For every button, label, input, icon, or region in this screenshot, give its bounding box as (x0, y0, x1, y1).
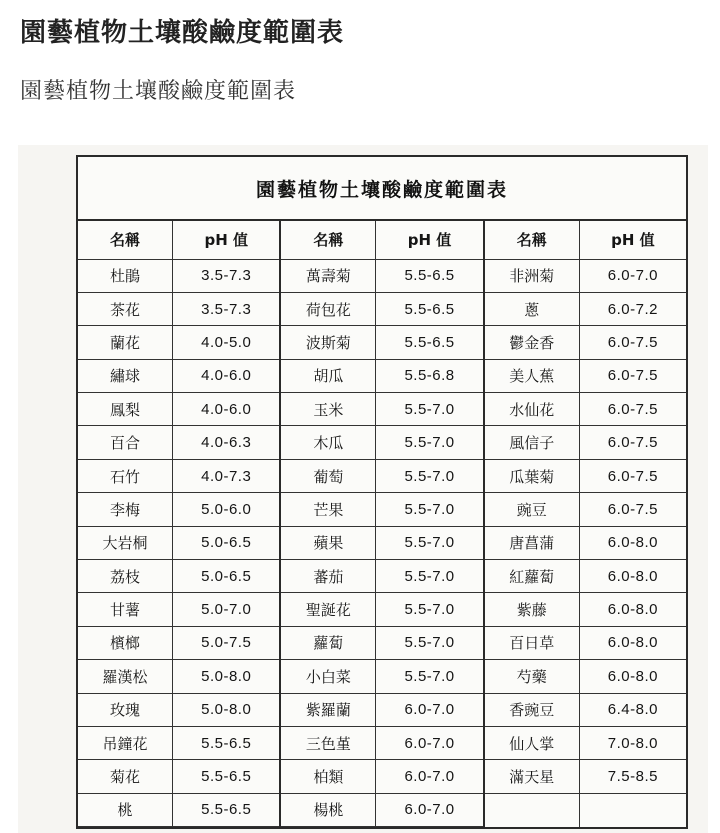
page-title: 園藝植物土壤酸鹼度範圍表 (20, 18, 345, 48)
page-subtitle: 園藝植物土壤酸鹼度範圍表 (20, 79, 297, 104)
table-row (78, 626, 279, 659)
table-row (78, 292, 279, 325)
plant-name: 蕃茄 (281, 560, 376, 593)
plant-name: 桃 (78, 793, 173, 826)
ph-range: 5.0-6.0 (173, 493, 280, 526)
table-row (78, 459, 279, 492)
table-row (485, 259, 686, 292)
table-row (281, 760, 482, 793)
plant-name: 李梅 (78, 493, 173, 526)
plant-name: 甘薯 (78, 593, 173, 626)
table-row (281, 626, 482, 659)
plant-name: 仙人掌 (485, 726, 580, 759)
table-row (485, 593, 686, 626)
plant-name: 紫羅蘭 (281, 693, 376, 726)
ph-range: 3.5-7.3 (173, 292, 280, 325)
ph-range: 6.0-7.5 (579, 493, 686, 526)
plant-name: 石竹 (78, 459, 173, 492)
ph-range: 6.0-7.5 (579, 326, 686, 359)
ph-range: 6.0-8.0 (579, 526, 686, 559)
plant-name: 菊花 (78, 760, 173, 793)
ph-range: 5.5-7.0 (376, 660, 483, 693)
ph-range: 5.5-7.0 (376, 426, 483, 459)
header-ph: pH 值 (173, 221, 280, 259)
ph-table (76, 155, 688, 829)
plant-name: 蔥 (485, 292, 580, 325)
plant-name (485, 793, 580, 826)
ph-range: 4.0-6.0 (173, 393, 280, 426)
ph-range: 6.0-8.0 (579, 560, 686, 593)
ph-range: 5.5-7.0 (376, 526, 483, 559)
ph-range: 6.0-7.0 (376, 760, 483, 793)
plant-name: 芒果 (281, 493, 376, 526)
table-row (78, 660, 279, 693)
table-row (485, 760, 686, 793)
ph-range: 5.5-7.0 (376, 459, 483, 492)
header-name: 名稱 (485, 221, 580, 259)
ph-range: 6.0-8.0 (579, 626, 686, 659)
table-row (281, 526, 482, 559)
table-row (485, 359, 686, 392)
table-row (78, 259, 279, 292)
table-title: 園藝植物土壤酸鹼度範圍表 (78, 157, 686, 221)
plant-name: 檳榔 (78, 626, 173, 659)
table-row (281, 426, 482, 459)
table-columns (78, 221, 686, 827)
header-name: 名稱 (78, 221, 173, 259)
ph-range: 7.0-8.0 (579, 726, 686, 759)
table-row (281, 459, 482, 492)
plant-name: 楊桃 (281, 793, 376, 826)
ph-range: 6.0-7.2 (579, 292, 686, 325)
table-row (281, 292, 482, 325)
plant-name: 鳳梨 (78, 393, 173, 426)
table-row (485, 426, 686, 459)
table-row (485, 393, 686, 426)
plant-name: 芍藥 (485, 660, 580, 693)
table-row (78, 359, 279, 392)
plant-name: 玫瑰 (78, 693, 173, 726)
plant-name: 羅漢松 (78, 660, 173, 693)
table-row (78, 760, 279, 793)
ph-range: 5.5-7.0 (376, 626, 483, 659)
plant-name: 非洲菊 (485, 259, 580, 292)
ph-range: 6.0-8.0 (579, 660, 686, 693)
plant-name: 聖誕花 (281, 593, 376, 626)
plant-name: 葡萄 (281, 459, 376, 492)
table-row (485, 660, 686, 693)
plant-name: 蘋果 (281, 526, 376, 559)
plant-name: 荷包花 (281, 292, 376, 325)
plant-name: 風信子 (485, 426, 580, 459)
plant-name: 百合 (78, 426, 173, 459)
plant-name: 吊鐘花 (78, 726, 173, 759)
ph-range: 5.5-6.5 (376, 259, 483, 292)
ph-range: 5.5-7.0 (376, 393, 483, 426)
plant-name: 荔枝 (78, 560, 173, 593)
ph-range: 5.5-7.0 (376, 593, 483, 626)
ph-range: 5.0-8.0 (173, 693, 280, 726)
ph-range: 6.0-7.0 (376, 726, 483, 759)
ph-range: 6.0-7.0 (376, 793, 483, 826)
ph-range: 5.5-6.5 (376, 292, 483, 325)
ph-range: 6.4-8.0 (579, 693, 686, 726)
table-row (485, 560, 686, 593)
plant-name: 三色堇 (281, 726, 376, 759)
plant-name: 百日草 (485, 626, 580, 659)
table-row (281, 560, 482, 593)
table-row (485, 459, 686, 492)
ph-range: 4.0-6.0 (173, 359, 280, 392)
table-row (78, 326, 279, 359)
table-column-3 (485, 221, 686, 827)
ph-range: 5.0-8.0 (173, 660, 280, 693)
header-ph: pH 值 (376, 221, 483, 259)
table-row (78, 793, 279, 826)
table-row (281, 726, 482, 759)
plant-name: 蘿蔔 (281, 626, 376, 659)
plant-name: 小白菜 (281, 660, 376, 693)
ph-range: 4.0-5.0 (173, 326, 280, 359)
ph-range: 5.5-7.0 (376, 493, 483, 526)
header-ph: pH 值 (579, 221, 686, 259)
plant-name: 瓜葉菊 (485, 459, 580, 492)
table-row (281, 359, 482, 392)
ph-range: 5.5-7.0 (376, 560, 483, 593)
table-row (78, 493, 279, 526)
ph-range: 5.5-6.5 (173, 793, 280, 826)
plant-name: 紫藤 (485, 593, 580, 626)
table-row (485, 292, 686, 325)
table-row (78, 693, 279, 726)
table-row (485, 526, 686, 559)
plant-name: 玉米 (281, 393, 376, 426)
plant-name: 蘭花 (78, 326, 173, 359)
table-column-2 (281, 221, 484, 827)
table-row (78, 526, 279, 559)
ph-range: 7.5-8.5 (579, 760, 686, 793)
table-row (485, 626, 686, 659)
table-row (281, 593, 482, 626)
ph-range: 6.0-8.0 (579, 593, 686, 626)
table-row (485, 793, 686, 826)
plant-name: 大岩桐 (78, 526, 173, 559)
plant-name: 茶花 (78, 292, 173, 325)
plant-name: 香豌豆 (485, 693, 580, 726)
plant-name: 萬壽菊 (281, 259, 376, 292)
table-row (78, 393, 279, 426)
table-row (78, 560, 279, 593)
table-row (485, 493, 686, 526)
table-row (485, 693, 686, 726)
plant-name: 水仙花 (485, 393, 580, 426)
plant-name: 美人蕉 (485, 359, 580, 392)
table-row (485, 726, 686, 759)
plant-name: 豌豆 (485, 493, 580, 526)
table-row (281, 326, 482, 359)
ph-range: 3.5-7.3 (173, 259, 280, 292)
plant-name: 紅蘿蔔 (485, 560, 580, 593)
ph-range: 4.0-6.3 (173, 426, 280, 459)
table-row (281, 660, 482, 693)
plant-name: 木瓜 (281, 426, 376, 459)
ph-range: 4.0-7.3 (173, 459, 280, 492)
ph-range: 5.0-7.0 (173, 593, 280, 626)
ph-range: 6.0-7.5 (579, 426, 686, 459)
header-name: 名稱 (281, 221, 376, 259)
plant-name: 胡瓜 (281, 359, 376, 392)
table-row (281, 493, 482, 526)
plant-name: 柏類 (281, 760, 376, 793)
ph-range: 6.0-7.5 (579, 459, 686, 492)
table-row (78, 593, 279, 626)
table-row (281, 393, 482, 426)
ph-range: 6.0-7.5 (579, 359, 686, 392)
ph-range: 6.0-7.0 (376, 693, 483, 726)
table-column-1 (78, 221, 281, 827)
ph-range: 6.0-7.0 (579, 259, 686, 292)
table-row (78, 726, 279, 759)
ph-range: 6.0-7.5 (579, 393, 686, 426)
ph-range: 5.0-6.5 (173, 560, 280, 593)
ph-range: 5.0-6.5 (173, 526, 280, 559)
plant-name: 唐菖蒲 (485, 526, 580, 559)
plant-name: 滿天星 (485, 760, 580, 793)
scanned-image (18, 145, 708, 833)
table-row (281, 259, 482, 292)
table-row (485, 326, 686, 359)
ph-range: 5.0-7.5 (173, 626, 280, 659)
plant-name: 波斯菊 (281, 326, 376, 359)
ph-range: 5.5-6.8 (376, 359, 483, 392)
table-row (78, 426, 279, 459)
table-row (281, 693, 482, 726)
ph-range: 5.5-6.5 (173, 726, 280, 759)
table-row (281, 793, 482, 826)
ph-range: 5.5-6.5 (376, 326, 483, 359)
plant-name: 繡球 (78, 359, 173, 392)
ph-range: 5.5-6.5 (173, 760, 280, 793)
plant-name: 杜鵑 (78, 259, 173, 292)
plant-name: 鬱金香 (485, 326, 580, 359)
ph-range (579, 793, 686, 826)
